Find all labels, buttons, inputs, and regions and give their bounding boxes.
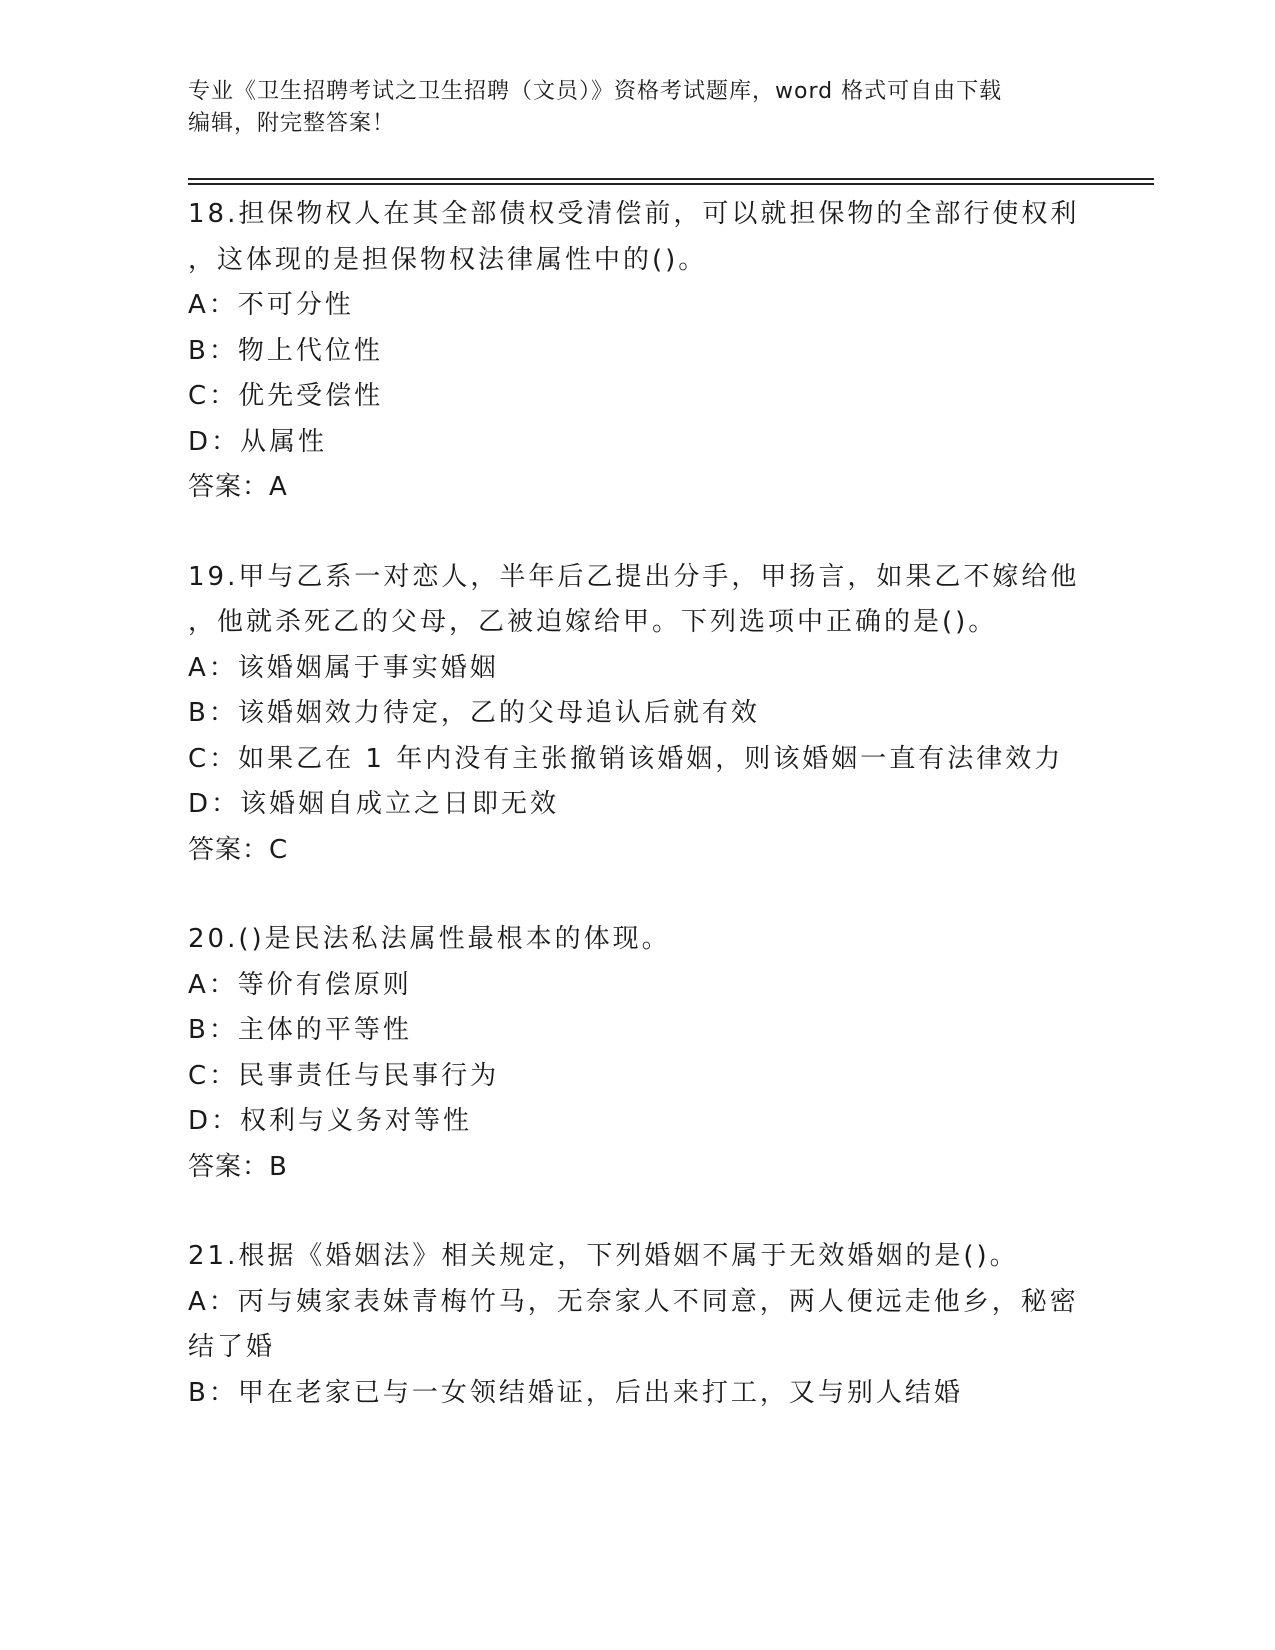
- option-c: C：如果乙在 1 年内没有主张撤销该婚姻，则该婚姻一直有法律效力: [188, 743, 1064, 774]
- answer: 答案：C: [188, 834, 289, 865]
- question-stem-line: 21.根据《婚姻法》相关规定，下列婚姻不属于无效婚姻的是()。: [188, 1241, 1019, 1271]
- option-b: B：甲在老家已与一女领结婚证，后出来打工，又与别人结婚: [188, 1377, 963, 1408]
- option-b: B：物上代位性: [188, 335, 383, 366]
- question-18: [188, 192, 1088, 511]
- header-divider-top: [188, 178, 1154, 180]
- answer: 答案：B: [188, 1151, 288, 1182]
- question-stem-line: 19.甲与乙系一对恋人，半年后乙提出分手，甲扬言，如果乙不嫁给他: [188, 561, 1080, 592]
- option-a-continuation: 结了婚: [188, 1332, 276, 1362]
- option-a: A：等价有偿原则: [188, 969, 412, 1000]
- header-divider-bottom: [188, 183, 1154, 185]
- document-header: [188, 76, 1088, 140]
- question-21: [188, 1234, 1088, 1416]
- option-b: B：主体的平等性: [188, 1015, 412, 1045]
- question-stem-line: 20.()是民法私法属性最根本的体现。: [188, 924, 671, 954]
- option-a: A：丙与姨家表妹青梅竹马，无奈家人不同意，两人便远走他乡，秘密: [188, 1286, 1079, 1317]
- option-c: C：优先受偿性: [188, 381, 384, 411]
- option-a: A：不可分性: [188, 290, 354, 320]
- header-line-1: 专业《卫生招聘考试之卫生招聘（文员）》资格考试题库，word 格式可自由下载: [188, 79, 1003, 104]
- question-stem-line: ，他就杀死乙的父母，乙被迫嫁给甲。下列选项中正确的是()。: [188, 607, 998, 637]
- question-list: [188, 192, 1088, 1460]
- option-c: C：民事责任与民事行为: [188, 1060, 500, 1091]
- question-stem-line: ，这体现的是担保物权法律属性中的()。: [188, 244, 708, 275]
- question-19: [188, 555, 1088, 874]
- option-d: D：从属性: [188, 426, 328, 457]
- header-line-2: 编辑，附完整答案！: [188, 111, 396, 136]
- question-stem-line: 18.担保物权人在其全部债权受清偿前，可以就担保物的全部行使权利: [188, 199, 1080, 229]
- question-20: [188, 917, 1088, 1190]
- option-d: D：该婚姻自成立之日即无效: [188, 789, 560, 819]
- option-a: A：该婚姻属于事实婚姻: [188, 652, 499, 683]
- answer: 答案：A: [188, 472, 288, 502]
- option-b: B：该婚姻效力待定，乙的父母追认后就有效: [188, 698, 760, 728]
- option-d: D：权利与义务对等性: [188, 1106, 473, 1136]
